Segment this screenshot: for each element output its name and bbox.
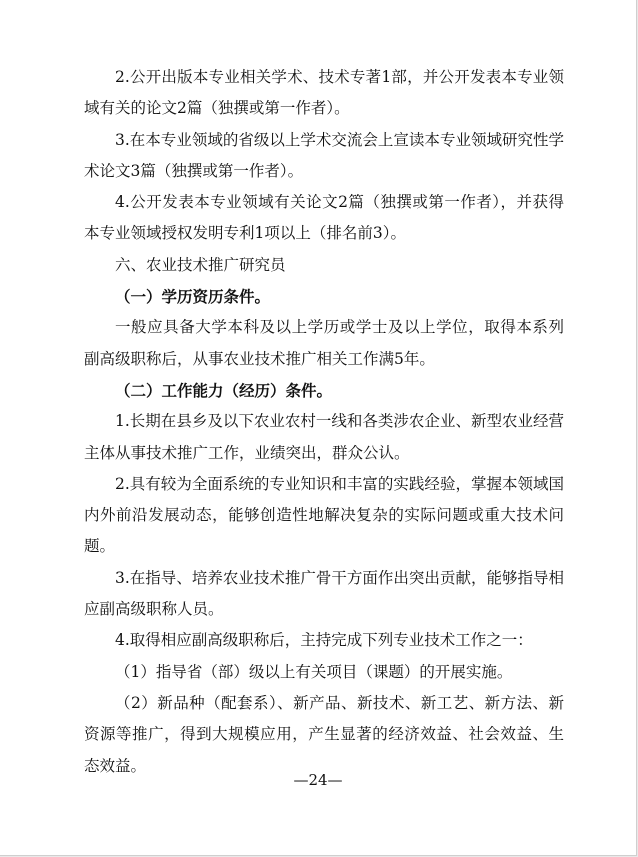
paragraph-work-completed: 4.取得相应副高级职称后，主持完成下列专业技术工作之一： [115,631,533,650]
section-heading-researcher: 六、农业技术推广研究员 [115,255,286,274]
paragraph-papers-and-patent: 4.公开发表本专业领域有关论文2篇（独撰或第一作者），并获得本专业领域授权发明专利1项以上（排名前3）。 [84,193,564,243]
document-body [84,62,564,782]
paragraph-training-contribution: 3.在指导、培养农业技术推广骨干方面作出突出贡献，能够指导相应副高级职称人员。 [84,568,564,619]
subheading-work-ability: （二）工作能力（经历）条件。 [115,380,333,400]
paragraph-academic-conference: 3.在本专业领域的省级以上学术交流会上宣读本专业领域研究性学术论文3篇（独撰或第一作者）。 [84,130,564,180]
paragraph-education-requirement: 一般应具备大学本科及以上学历或学士及以上学位，取得本系列副高级职称后，从事农业技术推广相关工作满5年。 [84,318,564,368]
paragraph-professional-knowledge: 2.具有较为全面系统的专业知识和丰富的实践经验，掌握本领域国内外前沿发展动态，能够创造性地解决复杂的实际问题或重大技术问题。 [84,474,564,556]
paragraph-publish-monograph: 2.公开出版本专业相关学术、技术专著1部，并公开发表本专业领域有关的论文2篇（独撰或第一作者）。 [84,68,564,118]
subheading-education-qualifications: （一）学历资历条件。 [115,287,271,307]
page-number: —24— [293,771,343,789]
list-item-promotion: （2）新品种（配套系）、新产品、新技术、新工艺、新方法、新资源等推广，得到大规模应用，产生显著的经济效益、社会效益、生态效益。 [84,693,564,775]
paragraph-frontline-work: 1.长期在县乡及以下农业农村一线和各类涉农企业、新型农业经营主体从事技术推广工作，业绩突出，群众公认。 [84,412,564,462]
list-item-guide-projects: （1）指导省（部）级以上有关项目（课题）的开展实施。 [115,662,513,681]
